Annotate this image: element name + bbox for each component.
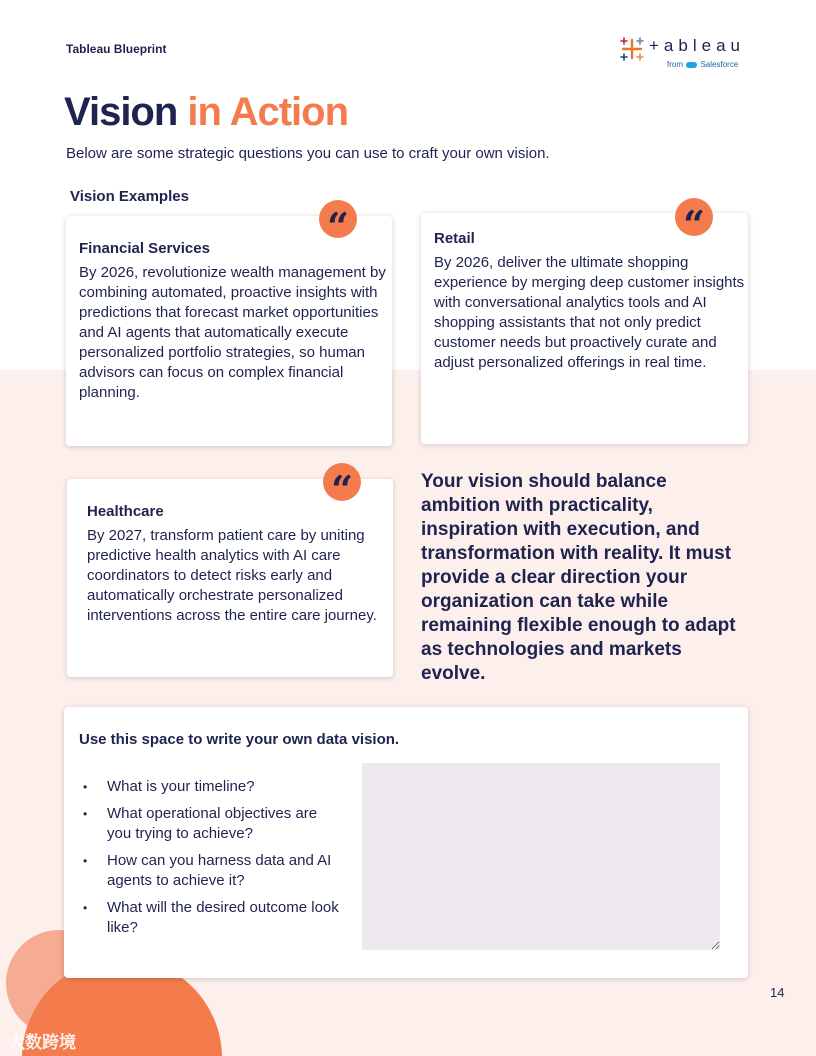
watermark: 大数跨境: [8, 1033, 76, 1052]
page-subtitle: Below are some strategic questions you can use to craft your own vision.: [66, 145, 550, 162]
logo-subtext: [667, 60, 738, 69]
tableau-logo: [619, 36, 749, 72]
logo-sub-prefix: from: [667, 60, 683, 69]
examples-heading: Vision Examples: [70, 188, 189, 205]
page-title-part2: in Action: [187, 90, 349, 134]
quote-icon: “: [319, 200, 357, 238]
logo-wordmark: +ableau: [649, 36, 745, 55]
question-item: • What will the desired outcome look like?: [83, 898, 343, 938]
question-item: • How can you harness data and AI agents to achieve it?: [83, 851, 343, 891]
logo-sub-brand: Salesforce: [700, 60, 739, 69]
worksheet-card: [64, 707, 748, 978]
page-number: 14: [770, 985, 785, 1000]
salesforce-cloud-icon: [686, 62, 697, 68]
page-title-part1: Vision: [64, 90, 178, 134]
example-card-title: Retail: [434, 230, 475, 247]
vision-input-area[interactable]: [362, 763, 720, 950]
example-card-title: Healthcare: [87, 503, 164, 520]
worksheet-questions: [83, 777, 343, 945]
worksheet-heading: Use this space to write your own data vision.: [79, 731, 400, 748]
quote-icon: “: [323, 463, 361, 501]
example-card-body: By 2027, transform patient care by uniting predictive health analytics with AI care coordinators to detect risks early and automatically orchestrate personalized interventions across the entire care journey.: [87, 527, 377, 624]
tableau-cross-icon: [619, 36, 645, 62]
document-label: Tableau Blueprint: [66, 42, 167, 56]
quote-icon: “: [675, 198, 713, 236]
example-card-financial: [66, 216, 392, 446]
vision-callout: Your vision should balance ambition with practicality, inspiration with execution, and transformation with reality. It must provide a clear direction your organization can take while remaining flexible enough to adapt as technologies and markets evolve.: [421, 471, 736, 684]
question-item: • What operational objectives are you trying to achieve?: [83, 804, 343, 844]
example-card-retail: [421, 213, 748, 444]
example-card-body: By 2026, revolutionize wealth management by combining automated, proactive insights with predictions that forecast market opportunities and AI agents that automatically execute personalized portfolio strategies, so human advisors can focus on complex financial planning.: [79, 264, 386, 401]
page-title: [64, 90, 348, 135]
example-card-body: By 2026, deliver the ultimate shopping experience by merging deep customer insights with conversational analytics tools and AI shopping assistants that not only predict customer needs but proactively curate and adjust personalized offerings in real time.: [434, 254, 745, 371]
question-item: • What is your timeline?: [83, 777, 343, 797]
example-card-title: Financial Services: [79, 240, 210, 257]
